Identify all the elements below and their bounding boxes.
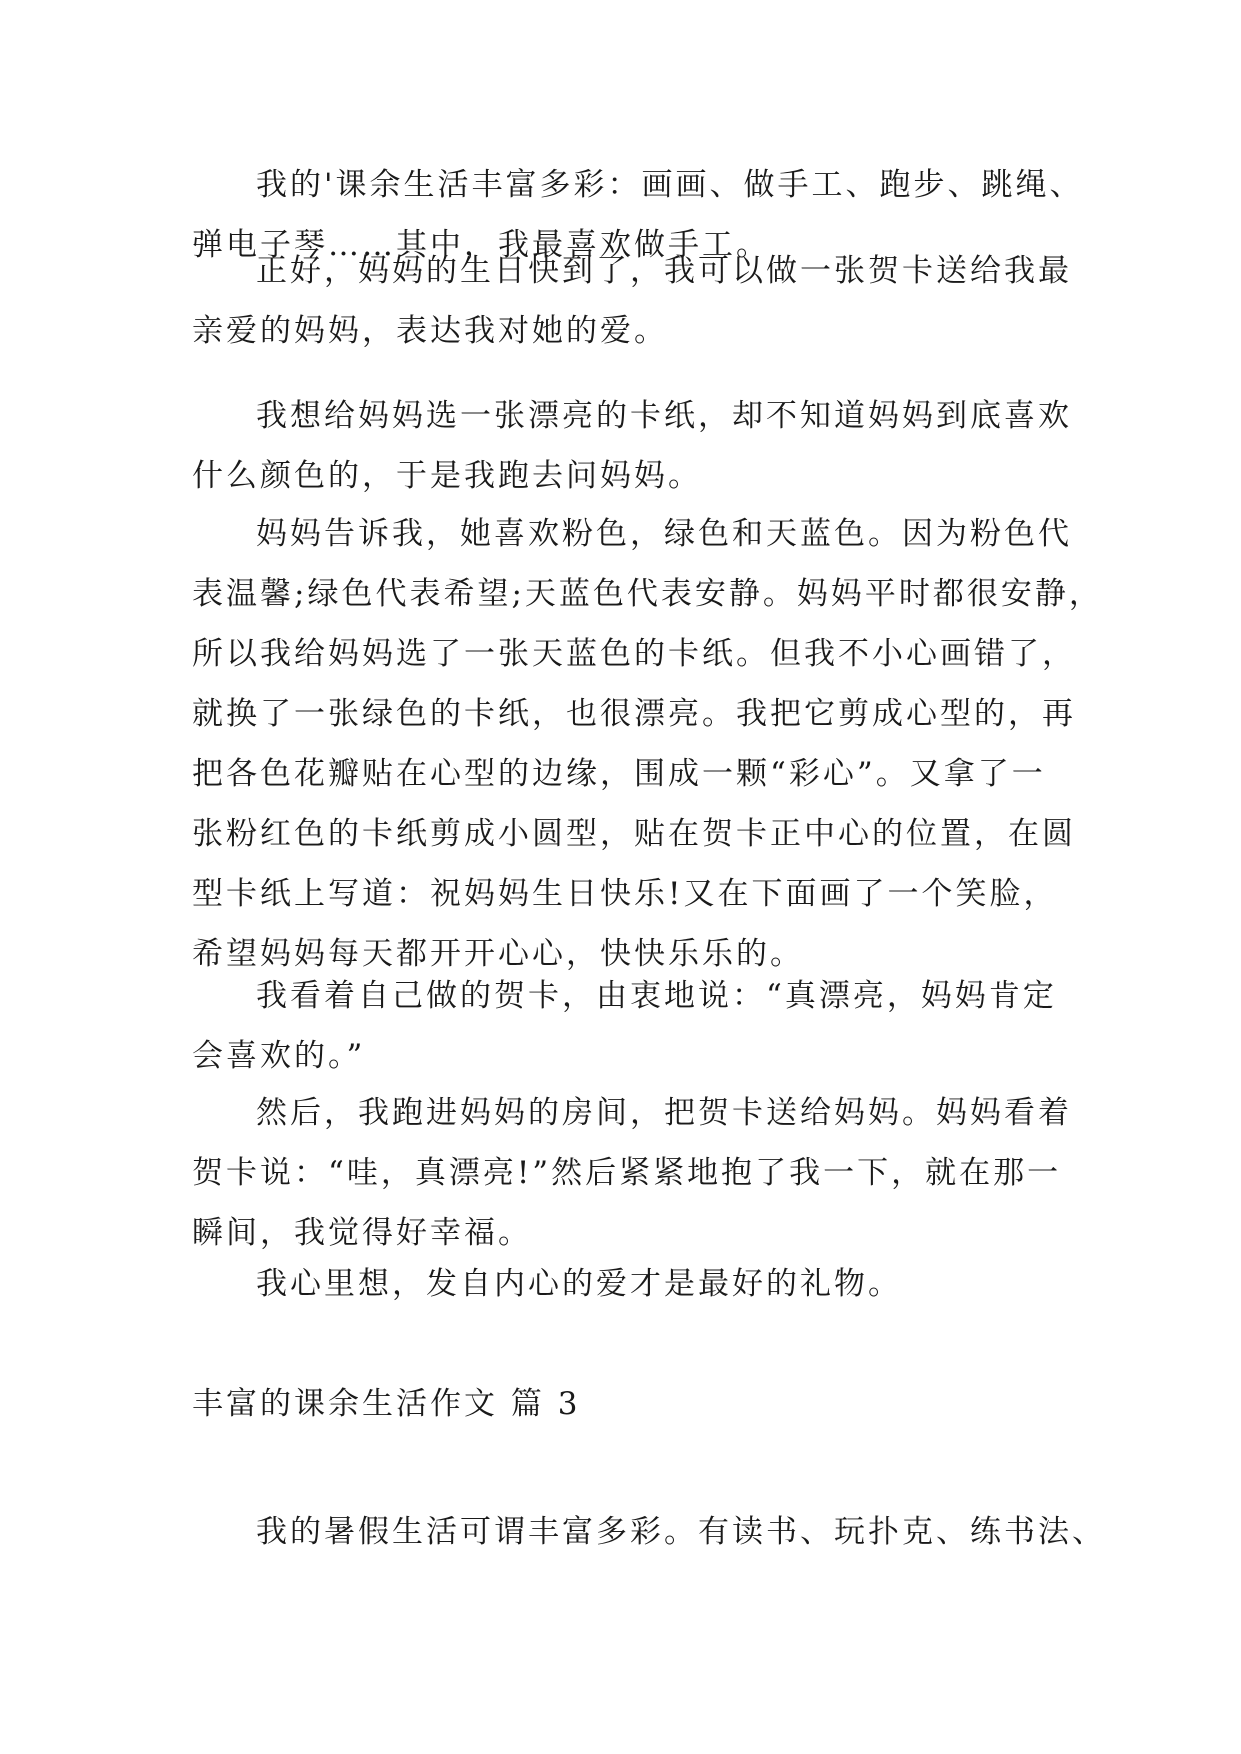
paragraph-line: 我想给妈妈选一张漂亮的卡纸，却不知道妈妈到底喜欢 [256, 398, 1072, 434]
paragraph-line: 表温馨;绿色代表希望;天蓝色代表安静。妈妈平时都很安静， [192, 576, 1103, 612]
paragraph-line: 会喜欢的。” [192, 1038, 366, 1074]
paragraph-line: 亲爱的妈妈，表达我对她的爱。 [192, 313, 668, 349]
paragraph-line: 我看着自己做的贺卡，由衷地说：“真漂亮，妈妈肯定 [256, 978, 1057, 1014]
paragraph-3 [192, 386, 1072, 506]
paragraph-line: 正好，妈妈的生日快到了，我可以做一张贺卡送给我最 [256, 253, 1072, 289]
paragraph-line: 我心里想，发自内心的爱才是最好的礼物。 [256, 1266, 902, 1302]
paragraph-line: 我的暑假生活可谓丰富多彩。有读书、玩扑克、练书法、 [256, 1514, 1106, 1550]
paragraph-line: 型卡纸上写道：祝妈妈生日快乐!又在下面画了一个笑脸， [192, 876, 1058, 912]
paragraph-line: 弹电子琴……其中，我最喜欢做手工。 [192, 227, 770, 263]
paragraph-line: 把各色花瓣贴在心型的边缘，围成一颗“彩心”。又拿了一 [192, 756, 1046, 792]
paragraph-5 [192, 966, 1072, 1086]
section-heading: 丰富的课余生活作文 篇 3 [192, 1386, 581, 1422]
paragraph-line: 贺卡说：“哇，真漂亮!”然后紧紧地抱了我一下，就在那一 [192, 1155, 1062, 1191]
paragraph-line: 瞬间，我觉得好幸福。 [192, 1215, 532, 1251]
paragraph-line: 张粉红色的卡纸剪成小圆型，贴在贺卡正中心的位置，在圆 [192, 816, 1076, 852]
paragraph-2 [192, 241, 1072, 361]
paragraph-line: 然后，我跑进妈妈的房间，把贺卡送给妈妈。妈妈看着 [256, 1095, 1072, 1131]
paragraph-line: 所以我给妈妈选了一张天蓝色的卡纸。但我不小心画错了， [192, 636, 1076, 672]
paragraph-6 [192, 1083, 1072, 1263]
paragraph-line: 希望妈妈每天都开开心心，快快乐乐的。 [192, 936, 804, 972]
paragraph-7 [192, 1254, 1072, 1314]
paragraph-4 [192, 504, 1103, 984]
paragraph-8 [192, 1502, 1106, 1562]
paragraph-line: 我的'课余生活丰富多彩：画画、做手工、跑步、跳绳、 [256, 167, 1084, 203]
paragraph-line: 就换了一张绿色的卡纸，也很漂亮。我把它剪成心型的，再 [192, 696, 1076, 732]
paragraph-line: 妈妈告诉我，她喜欢粉色，绿色和天蓝色。因为粉色代 [256, 516, 1072, 552]
paragraph-line: 什么颜色的，于是我跑去问妈妈。 [192, 458, 702, 494]
